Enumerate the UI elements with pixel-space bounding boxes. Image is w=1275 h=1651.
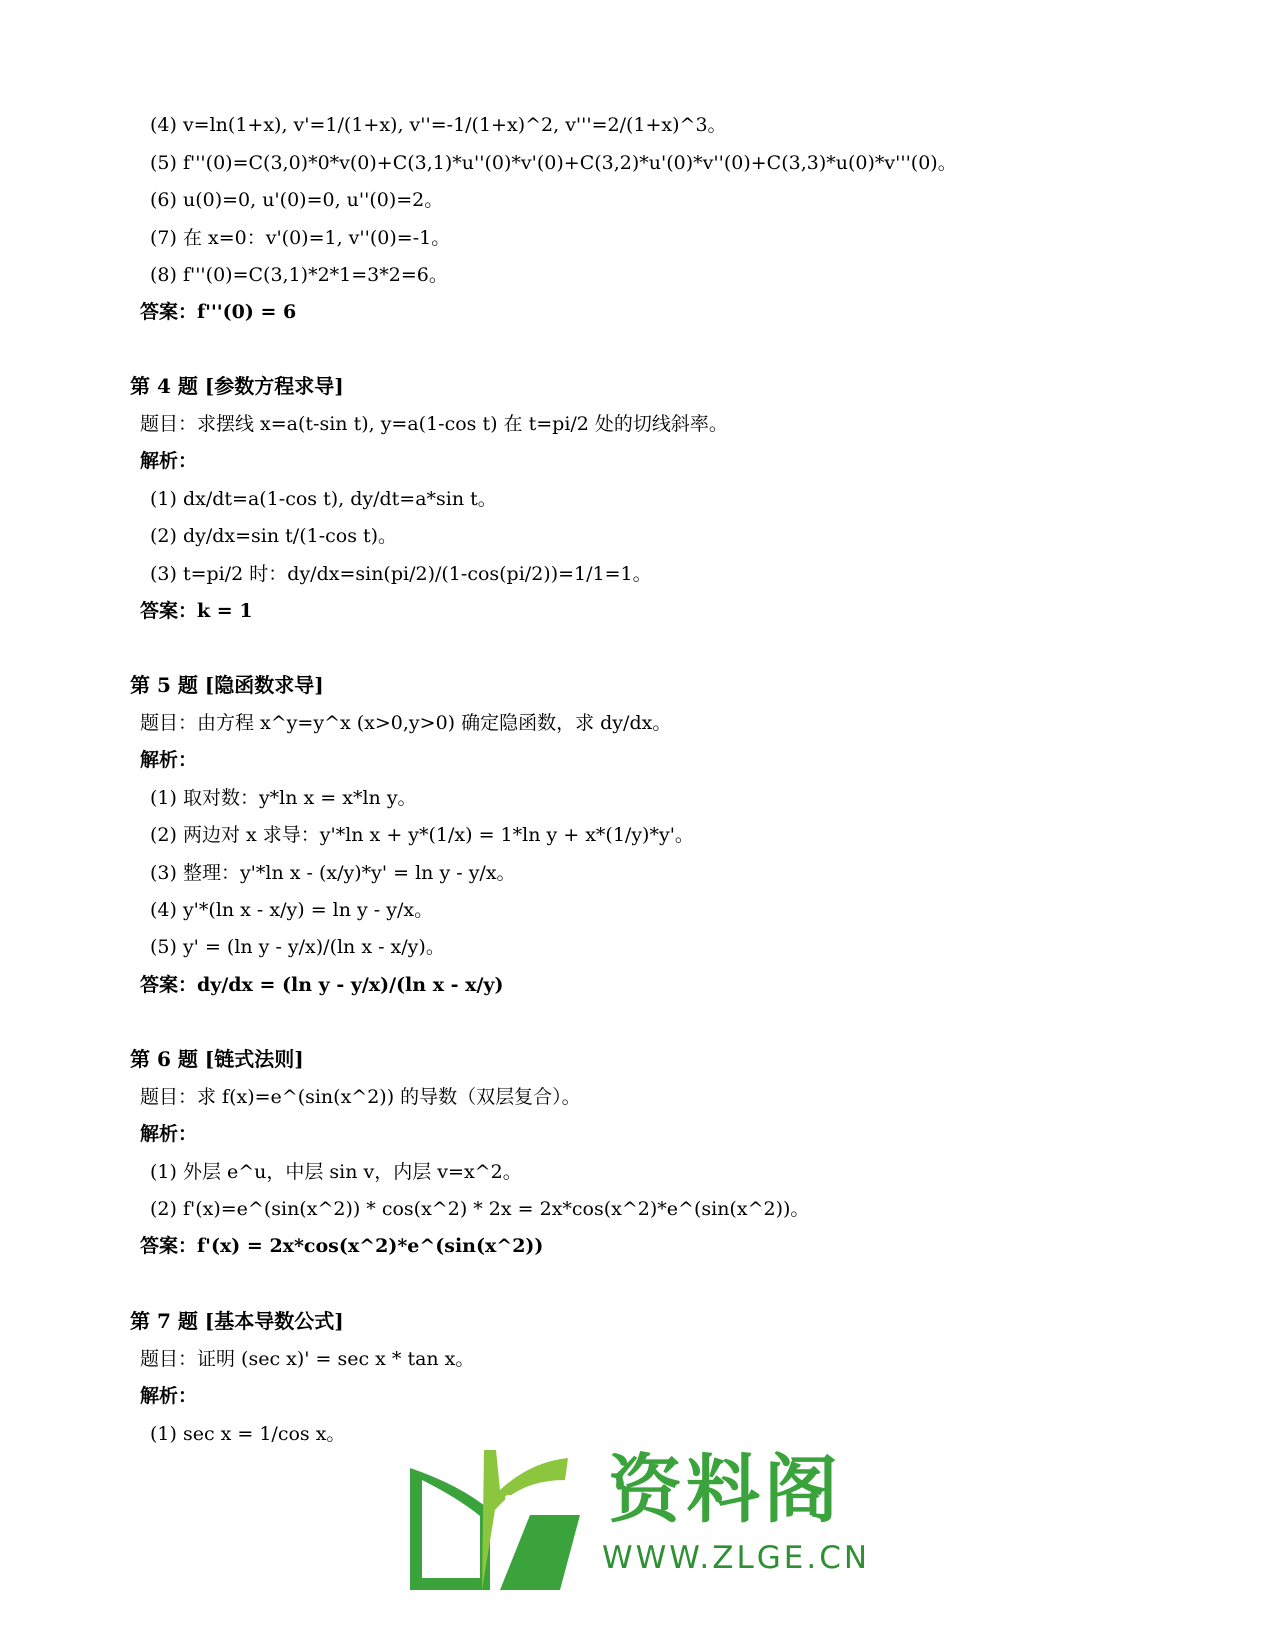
p6-step-2: (2) f'(x)=e^(sin(x^2)) * cos(x^2) * 2x = 2x*cos(x^2)*e^(sin(x^2))。 bbox=[150, 1198, 810, 1220]
p6-statement: 题目：求 f(x)=e^(sin(x^2)) 的导数（双层复合）。 bbox=[140, 1086, 581, 1108]
p6-answer: 答案：f'(x) = 2x*cos(x^2)*e^(sin(x^2)) bbox=[140, 1235, 544, 1257]
p4-step-3: (3) t=pi/2 时：dy/dx=sin(pi/2)/(1-cos(pi/2))=1/1=1。 bbox=[150, 563, 652, 585]
p7-step-1: (1) sec x = 1/cos x。 bbox=[150, 1423, 346, 1445]
p4-step-1: (1) dx/dt=a(1-cos t), dy/dt=a*sin t。 bbox=[150, 488, 497, 510]
p5-step-4: (4) y'*(ln x - x/y) = ln y - y/x。 bbox=[150, 899, 434, 921]
p5-statement: 题目：由方程 x^y=y^x (x>0,y>0) 确定隐函数，求 dy/dx。 bbox=[140, 712, 672, 734]
book-logo-icon bbox=[400, 1440, 600, 1600]
p6-analysis-label: 解析： bbox=[140, 1123, 198, 1145]
p7-analysis-label: 解析： bbox=[140, 1385, 198, 1407]
p3-answer: 答案：f'''(0) = 6 bbox=[140, 301, 297, 323]
p3-step-4: (4) v=ln(1+x), v'=1/(1+x), v''=-1/(1+x)^2, v'''=2/(1+x)^3。 bbox=[150, 114, 727, 136]
watermark-url: WWW.ZLGE.CN bbox=[602, 1540, 871, 1576]
p4-statement: 题目：求摆线 x=a(t-sin t), y=a(1-cos t) 在 t=pi/2 处的切线斜率。 bbox=[140, 413, 728, 435]
p3-step-7: (7) 在 x=0：v'(0)=1, v''(0)=-1。 bbox=[150, 227, 451, 249]
watermark-logo bbox=[400, 1440, 871, 1600]
p4-heading: 第 4 题 [参数方程求导] bbox=[130, 374, 344, 398]
p7-heading: 第 7 题 [基本导数公式] bbox=[130, 1309, 344, 1333]
p5-step-3: (3) 整理：y'*ln x - (x/y)*y' = ln y - y/x。 bbox=[150, 862, 516, 884]
p6-step-1: (1) 外层 e^u，中层 sin v，内层 v=x^2。 bbox=[150, 1161, 522, 1183]
p6-heading: 第 6 题 [链式法则] bbox=[130, 1047, 304, 1071]
p3-step-8: (8) f'''(0)=C(3,1)*2*1=3*2=6。 bbox=[150, 264, 448, 286]
p7-statement: 题目：证明 (sec x)' = sec x * tan x。 bbox=[140, 1348, 475, 1370]
p5-step-2: (2) 两边对 x 求导：y'*ln x + y*(1/x) = 1*ln y + x*(1/y)*y'。 bbox=[150, 824, 694, 846]
p5-heading: 第 5 题 [隐函数求导] bbox=[130, 673, 324, 697]
p3-step-5: (5) f'''(0)=C(3,0)*0*v(0)+C(3,1)*u''(0)*v'(0)+C(3,2)*u'(0)*v''(0)+C(3,3)*u(0)*v'''(0)。 bbox=[150, 152, 957, 174]
p3-step-6: (6) u(0)=0, u'(0)=0, u''(0)=2。 bbox=[150, 189, 444, 211]
p4-step-2: (2) dy/dx=sin t/(1-cos t)。 bbox=[150, 525, 398, 547]
p5-step-1: (1) 取对数：y*ln x = x*ln y。 bbox=[150, 787, 417, 809]
p5-answer: 答案：dy/dx = (ln y - y/x)/(ln x - x/y) bbox=[140, 974, 504, 996]
watermark-title: 资料阁 bbox=[608, 1447, 842, 1533]
p5-step-5: (5) y' = (ln y - y/x)/(ln x - x/y)。 bbox=[150, 936, 445, 958]
p5-analysis-label: 解析： bbox=[140, 749, 198, 771]
p4-answer: 答案：k = 1 bbox=[140, 600, 253, 622]
p4-analysis-label: 解析： bbox=[140, 450, 198, 472]
